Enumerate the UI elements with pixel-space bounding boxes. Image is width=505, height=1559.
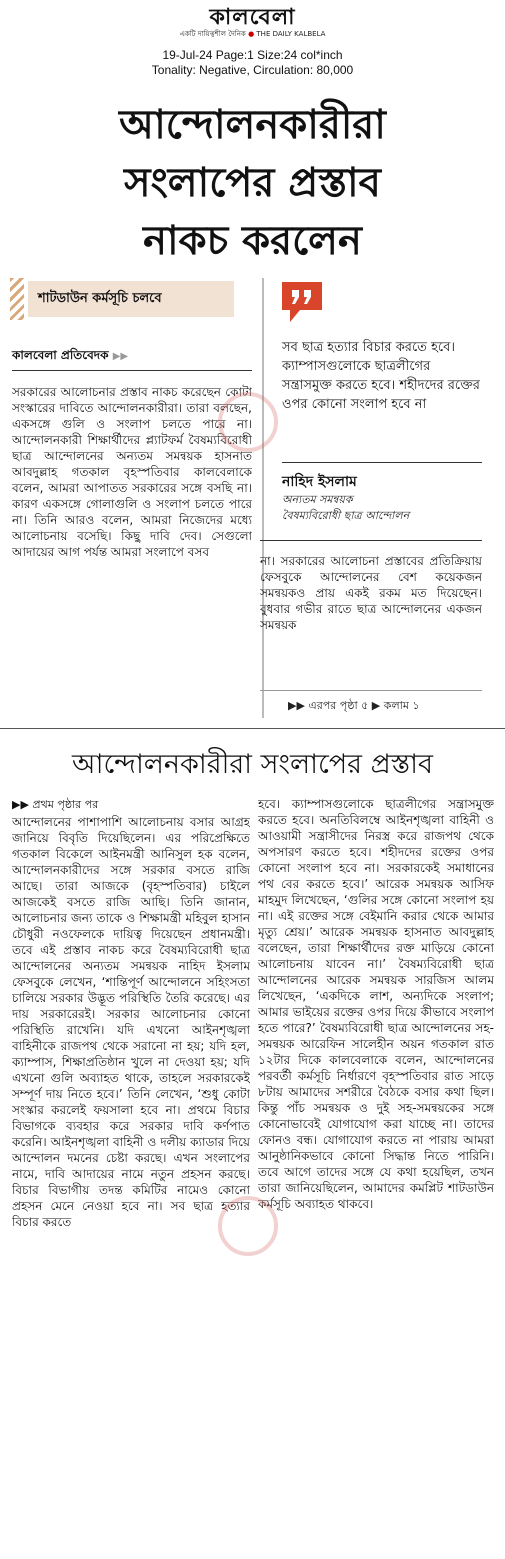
headline-line3: নাকচ করলেন bbox=[143, 218, 362, 264]
quote-icon bbox=[280, 280, 324, 324]
continued-line bbox=[288, 697, 420, 716]
double-chevron-icon: ▶▶ bbox=[112, 351, 129, 362]
continued-text: এরপর পৃষ্ঠা ৫ ▶ কলাম ১ bbox=[308, 699, 420, 712]
main-headline bbox=[0, 96, 505, 270]
clip-meta-line2: Tonality: Negative, Circulation: 80,000 bbox=[151, 63, 354, 77]
story-body-left: সরকারের আলোচনার প্রস্তাব নাকচ করেছেন কোটা সংস্কারের দাবিতে আন্দোলনকারীরা। তারা বলছেন, একসঙ্গে গুলি ও সংলাপ চলতে পারে না। আন্দোলনকারী শিক্ষার্থীদের প্ল্যাটফর্ম বৈষম্যবিরোধী ছাত্র আন্দোলনের অন্যতম সমন্বয়ক হাসনাত আবদুল্লাহ গতকাল বৃহস্পতিবার কালবেলাকে বলেন, আমরা আপাতত সরকারের সঙ্গে বসছি না। কারণ একসঙ্গে গোলাগুলি ও সংলাপ চলতে পারে না। তিনি আরও বলেন, আমরা নিজেদের মধ্যে আলোচনায় বসেছি। কিছু দাবি দেব। সেগুলো আদায়ের আগ পর্যন্ত আমরা সংলাপে বসব bbox=[12, 385, 252, 559]
watermark-icon bbox=[218, 392, 278, 452]
kicker-decoration bbox=[10, 278, 24, 320]
section-divider bbox=[0, 728, 505, 729]
headline-line2: সংলাপের প্রস্তাব bbox=[124, 160, 381, 206]
story-body-right: না। সরকারের আলোচনা প্রস্তাবের প্রতিক্রিয়ায় ফেসবুকে আন্দোলনের বেশ কয়েকজন সমন্বয়কও প্রায় একই রকম মত দিয়েছেন। বুধবার গভীর রাতে ছাত্র আন্দোলনের একজন সমন্বয়ক bbox=[260, 554, 482, 632]
tagline-dot-icon: ● bbox=[248, 30, 255, 38]
quote-role-line1: অন্যতম সমন্বয়ক bbox=[282, 493, 353, 506]
masthead bbox=[0, 4, 505, 39]
tagline-bn: একটি দায়িত্বশীল দৈনিক bbox=[179, 30, 246, 38]
pull-quote: সব ছাত্র হত্যার বিচার করতে হবে। ক্যাম্পাসগুলোকে ছাত্রলীগের সন্ত্রাসমুক্ত করতে হবে। শহীদদের রক্তের ওপর কোনো সংলাপ হবে না bbox=[282, 340, 480, 412]
jump-body-right: হবে। ক্যাম্পাসগুলোকে ছাত্রলীগের সন্ত্রাসমুক্ত করতে হবে। অনতিবিলম্বে আইনশৃঙ্খলা বাহিনী ও আওয়ামী সন্ত্রাসীদের নিরস্ত্র করে রাজপথ থেকে অপসারণ করতে হবে। শহীদদের রক্তের ওপর কোনো সংলাপ হবে না। সরকারকেই সমাধানের পথ বের করতে হবে।’ আরেক সমন্বয়ক আসিফ মাহমুদ লিখেছেন, ‘গুলির সঙ্গে কোনো সংলাপ হয় না। এই রক্তের সঙ্গে বেইমানি করার থেকে আমার মৃত্যু শ্রেয়।’ আরেক সমন্বয়ক হাসনাত আবদুল্লাহ বলেছেন, তারা শিক্ষার্থীদের রক্ত মাড়িয়ে কোনো আলোচনায় যাবেন না।’ বৈষম্যবিরোধী ছাত্র আন্দোলনের আরেক সমন্বয়ক সারজিস আলম লিখেছেন, ‘একদিকে লাশ, অন্যদিকে সংলাপ; আমার ভাইয়ের রক্তের ওপর দিয়ে কীভাবে সংলাপ হতে পারে?’ বৈষম্যবিরোধী ছাত্র আন্দোলনের সহ-সমন্বয়ক আরেফিন সালেহীন অয়ন গতকাল রাত ১২টার দিকে কালবেলাকে বলেন, আন্দোলনের পরবর্তী কর্মসূচি নির্ধারণে বৃহস্পতিবার রাত সাড়ে ৮টায় আমাদের সশরীরে বৈঠকে বসার কথা ছিল। কিন্তু পাঁচ সমন্বয়ক ও দুই সহ-সমন্বয়কের সঙ্গে কোনোভাবেই যোগাযোগ করা যাচ্ছে না। তাদের ফোনও বন্ধ। যোগাযোগ করতে না পারায় আমরা আনুষ্ঠানিকভাবে কোনো সিদ্ধান্ত নিতে পারিনি। তবে আগে তাদের সঙ্গে যে কথা হয়েছিল, তখন তারা জানিয়েছিলেন, আমাদের কমপ্লিট শাটডাউন কর্মসূচি অব্যাহত থাকবে। bbox=[258, 797, 494, 1211]
byline-rule bbox=[12, 370, 252, 371]
quote-rule bbox=[282, 462, 482, 463]
newspaper-logo: কালবেলা bbox=[209, 4, 296, 30]
byline bbox=[12, 347, 128, 367]
double-chevron-icon: ▶▶ bbox=[12, 798, 29, 811]
double-chevron-icon: ▶▶ bbox=[288, 699, 305, 712]
watermark-icon bbox=[218, 1196, 278, 1256]
jump-headline: আন্দোলনকারীরা সংলাপের প্রস্তাব bbox=[71, 749, 434, 780]
tagline-en: THE DAILY KALBELA bbox=[256, 30, 326, 38]
jump-body-left: আন্দোলনের পাশাপাশি আলোচনায় বসার আগ্রহ জানিয়ে বিবৃতি দিয়েছিলেন। এর পরিপ্রেক্ষিতে গতকাল বিকেলে আইনমন্ত্রী আনিসুল হক বলেন, আন্দোলনকারীদের সঙ্গে সরকার বসতে রাজি আছে। তারা আজকে (বৃহস্পতিবার) চাইলে আজকেই বসতে রাজি আছি। তিনি জানান, আলোচনার জন্য তাকে ও শিক্ষামন্ত্রী মহিবুল হাসান চৌধুরী নওফেলকে দায়িত্ব দিয়েছেন প্রধানমন্ত্রী। তবে এই প্রস্তাব নাকচ করে বৈষম্যবিরোধী ছাত্র আন্দোলনের অন্যতম সমন্বয়ক নাহিদ ইসলাম ফেসবুকে লেখেন, ‘শান্তিপূর্ণ আন্দোলনে সহিংসতা চালিয়ে সরকার উদ্ভূত পরিস্থিতি তৈরি করেছে। এর দায় সরকারেরই। সরকার আলোচনার কোনো পরিস্থিতি রাখেনি। যদি এখনো আইনশৃঙ্খলা বাহিনীকে রাজপথ থেকে সরানো না হয়; যদি হল, ক্যাম্পাস, শিক্ষাপ্রতিষ্ঠান খুলে না দেওয়া হয়; যদি এখনো গুলি অব্যাহত থাকে, তাহলে সরকারকেই সম্পূর্ণ দায় নিতে হবে।’ তিনি লেখেন, ‘শুধু কোটা সংস্কার করলেই ফয়সালা হবে না। প্রথমে বিচার বিভাগকে ব্যবহার করে সরকার দাবি কর্ণপাত করেনি। আইনশৃঙ্খলা বাহিনী ও দলীয় ক্যাডার দিয়ে আন্দোলন দমনের চেষ্টা করছে। এখন সংলাপের নামে, দাবি আদায়ের নামে নতুন প্রহসন করছে। বিচার বিভাগীয় তদন্ত কমিটির নামেও কোনো প্রহসন মেনে নেওয়া হবে না। সব ছাত্র হত্যার বিচার করতে bbox=[12, 815, 250, 1229]
continued-rule bbox=[260, 690, 482, 691]
from-front-text: প্রথম পৃষ্ঠার পর bbox=[32, 798, 99, 811]
byline-text: কালবেলা প্রতিবেদক bbox=[12, 348, 109, 362]
from-front-label bbox=[12, 796, 98, 815]
kicker: শাটডাউন কর্মসূচি চলবে bbox=[28, 281, 234, 317]
quote-role-line2: বৈষম্যবিরোধী ছাত্র আন্দোলন bbox=[282, 509, 410, 522]
headline-line1: আন্দোলনকারীরা bbox=[119, 102, 386, 148]
quote-attribution-role bbox=[282, 492, 409, 524]
quote-bottom-rule bbox=[260, 540, 482, 541]
clip-meta-line1: 19-Jul-24 Page:1 Size:24 col*inch bbox=[162, 48, 343, 62]
masthead-tagline bbox=[0, 30, 505, 39]
quote-attribution-name: নাহিদ ইসলাম bbox=[282, 474, 357, 490]
